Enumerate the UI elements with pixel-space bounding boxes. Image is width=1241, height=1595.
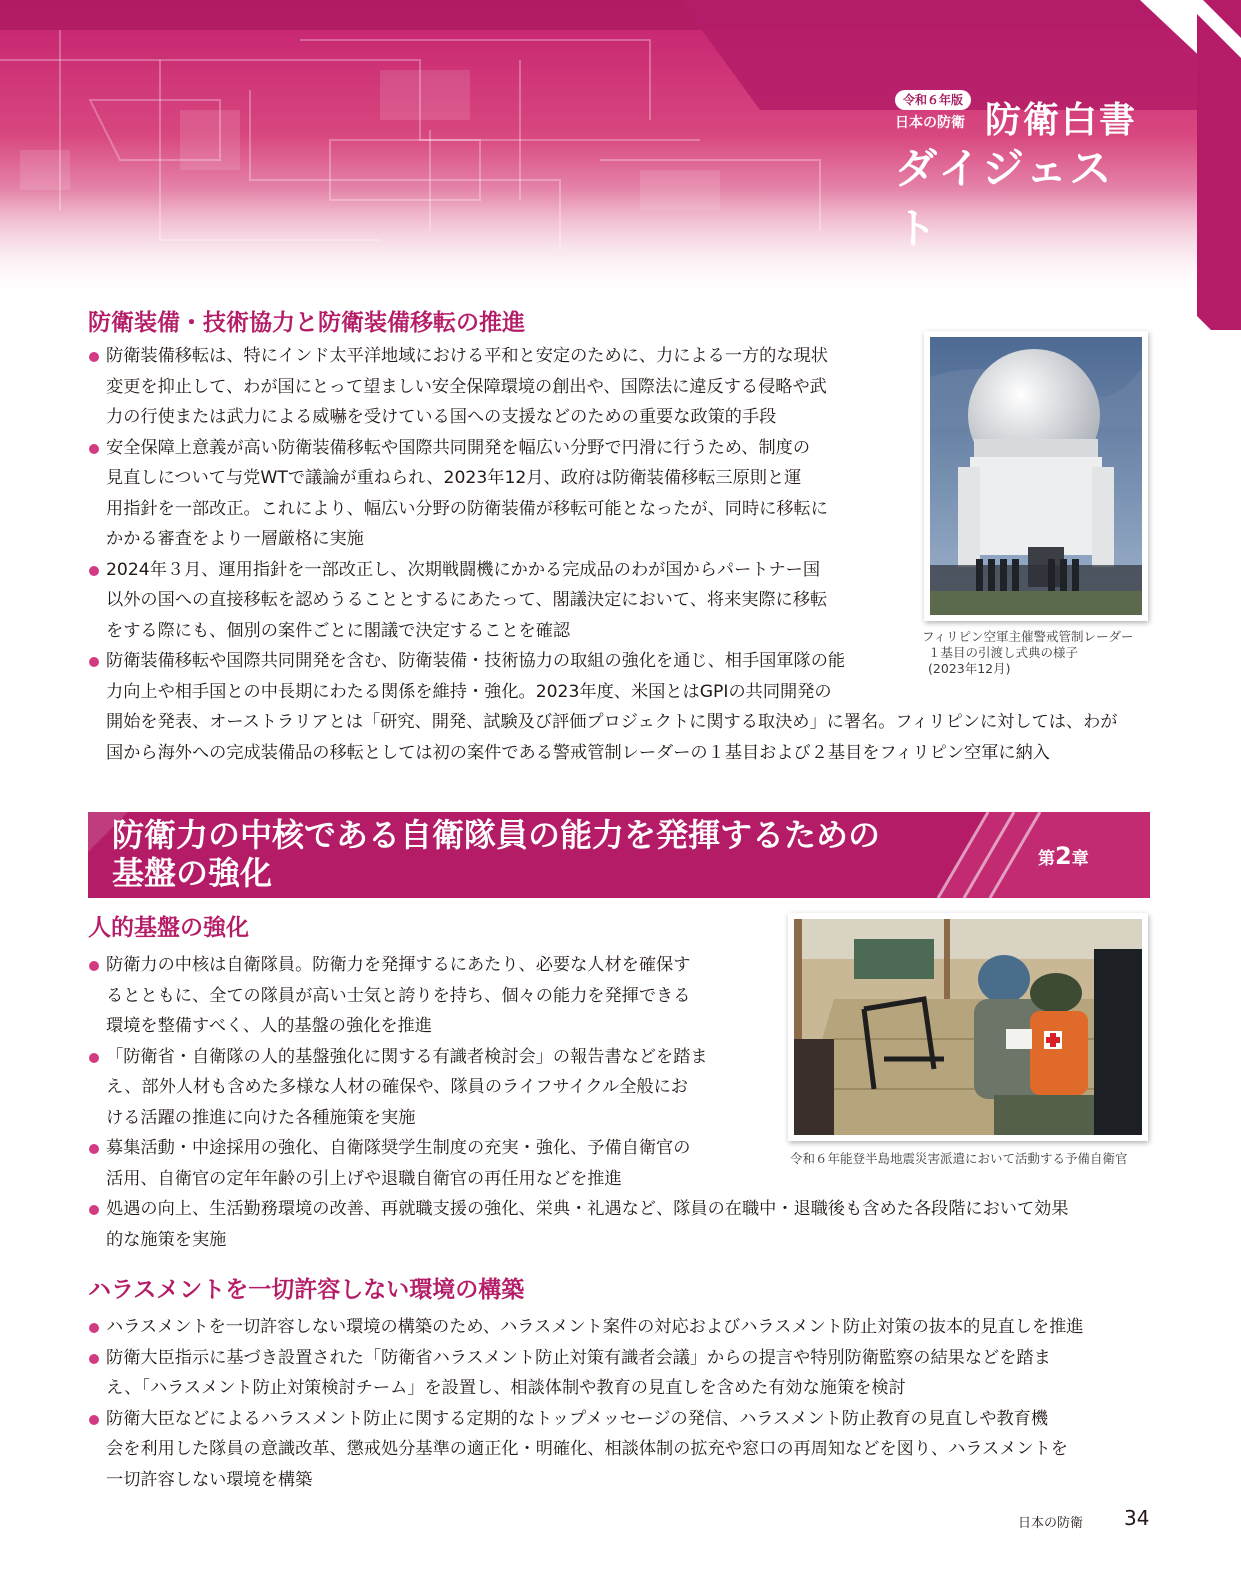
text-line: え、「ハラスメント防止対策検討チーム」を設置し、相談体制や教育の見直しを含めた有効な施策を検討	[106, 1378, 906, 1398]
text-line: 「防衛省・自衛隊の人的基盤強化に関する有識者検討会」の報告書などを踏ま	[106, 1046, 708, 1067]
list-item	[88, 1194, 1158, 1255]
text-line: 2024年３月、運用指針を一部改正し、次期戦闘機にかかる完成品のわが国からパートナー国	[106, 559, 821, 580]
chapter-title	[112, 816, 880, 892]
bullet-dot-icon	[89, 1053, 99, 1063]
page-header	[0, 0, 1241, 300]
text-line: 安全保障上意義が高い防衛装備移転や国際共同開発を幅広い分野で円滑に行うため、制度の	[106, 437, 811, 458]
caption-line: (2023年12月)	[928, 661, 1011, 676]
text-line: 一切許容しない環境を構築	[106, 1469, 313, 1490]
text-line: 会を利用した隊員の意識改革、懲戒処分基準の適正化・明確化、相談体制の拡充や窓口の再周知などを図り、ハラスメントを	[106, 1439, 1068, 1459]
bullet-dot-icon	[89, 566, 99, 576]
radar-photo-caption	[922, 629, 1134, 677]
white-paper-logo: 防衛白書	[985, 99, 1138, 141]
text-line: 力の行使または武力による威嚇を受けている国への支援などのための重要な政策的手段	[106, 407, 777, 427]
text-line: 防衛力の中核は自衛隊員。防衛力を発揮するにあたり、必要な人材を確保す	[106, 955, 691, 975]
page-number: 34	[1124, 1506, 1150, 1530]
caption-line: フィリピン空軍主催警戒管制レーダー	[922, 629, 1134, 644]
bullet-dot-icon	[89, 1415, 99, 1425]
chapter-title-line: 基盤の強化	[112, 854, 273, 892]
bullet-dot-icon	[89, 961, 99, 971]
text-line: 変更を抑止して、わが国にとって望ましい安全保障環境の創出や、国際法に違反する侵略や武	[106, 376, 827, 397]
text-line: かかる審査をより一層厳格に実施	[106, 529, 364, 549]
chapter-prefix: 第	[1038, 849, 1055, 869]
chapter-title-line: 防衛力の中核である自衛隊員の能力を発揮するための	[112, 816, 881, 854]
text-line: 防衛大臣などによるハラスメント防止に関する定期的なトップメッセージの発信、ハラスメント防止教育の見直しや教育機	[106, 1408, 1049, 1429]
harassment-bullet-list	[88, 1312, 1158, 1495]
bullet-dot-icon	[89, 352, 99, 362]
text-line: 開始を発表、オーストラリアとは「研究、開発、試験及び評価プロジェクトに関する取決め」に署名。フィリピンに対しては、わが	[106, 712, 1118, 732]
section-heading-harassment: ハラスメントを一切許容しない環境の構築	[88, 1277, 525, 1303]
side-tab	[1197, 0, 1241, 330]
list-item	[88, 1343, 1158, 1404]
disaster-relief-image	[794, 919, 1142, 1135]
list-item	[88, 1312, 1158, 1343]
text-line: 防衛装備移転や国際共同開発を含む、防衛装備・技術協力の取組の強化を通じ、相手国軍隊の能	[106, 651, 846, 671]
section-heading-equipment: 防衛装備・技術協力と防衛装備移転の推進	[88, 310, 525, 336]
chapter-banner	[88, 812, 1150, 898]
chapter-suffix: 章	[1071, 849, 1089, 869]
text-line: るとともに、全ての隊員が高い士気と誇りを持ち、個々の能力を発揮できる	[106, 985, 691, 1006]
footer-label: 日本の防衛	[1018, 1516, 1084, 1531]
bullet-dot-icon	[89, 657, 99, 667]
text-line: 活用、自衛官の定年年齢の引上げや退職自衛官の再任用などを推進	[106, 1168, 622, 1189]
chapter-number-label	[1038, 842, 1089, 870]
text-line: ける活躍の推進に向けた各種施策を実施	[106, 1107, 416, 1128]
text-line: をする際にも、個別の案件ごとに閣議で決定することを確認	[106, 620, 571, 641]
text-line: 環境を整備すべく、人的基盤の強化を推進	[106, 1016, 432, 1036]
publication-subtitle: 日本の防衛	[895, 115, 965, 131]
radar-dome-image	[930, 337, 1142, 615]
caption-line: １基目の引渡し式典の様子	[928, 645, 1079, 660]
list-item	[88, 1404, 1158, 1496]
edition-label: 令和６年版	[895, 90, 971, 110]
reserve-personnel-photo	[788, 913, 1148, 1141]
reserve-photo-caption: 令和６年能登半島地震災害派遣において活動する予備自衛官	[790, 1151, 1128, 1166]
text-line: 防衛大臣指示に基づき設置された「防衛省ハラスメント防止対策有識者会議」からの提言や特別防衛監察の結果などを踏ま	[106, 1347, 1051, 1368]
text-line: 募集活動・中途採用の強化、自衛隊奨学生制度の充実・強化、予備自衛官の	[106, 1138, 691, 1158]
text-line: 的な施策を実施	[106, 1229, 227, 1250]
text-line: 見直しについて与党WTで議論が重ねられ、2023年12月、政府は防衛装備移転三原則と運	[106, 468, 802, 488]
text-line: 力向上や相手国との中長期にわたる関係を維持・強化。2023年度、米国とはGPIの共同開発の	[106, 681, 832, 702]
text-line: 用指針を一部改正。これにより、幅広い分野の防衛装備が移転可能となったが、同時に移転に	[106, 498, 828, 519]
bullet-dot-icon	[89, 444, 99, 454]
text-line: え、部外人材も含めた多様な人材の確保や、隊員のライフサイクル全般にお	[106, 1077, 688, 1097]
chapter-number: 2	[1055, 842, 1072, 870]
text-line: 国から海外への完成装備品の移転としては初の案件である警戒管制レーダーの１基目および２基目をフィリピン空軍に納入	[106, 742, 1050, 763]
text-line: 防衛装備移転は、特にインド太平洋地域における平和と安定のために、力による一方的な現状	[106, 346, 828, 366]
text-line: ハラスメントを一切許容しない環境の構築のため、ハラスメント案件の対応およびハラスメント防止対策の抜本的見直しを推進	[106, 1317, 1084, 1337]
digest-title: ダイジェスト	[895, 144, 1114, 253]
text-line: 以外の国への直接移転を認めうることとするにあたって、閣議決定において、将来実際に移転	[106, 590, 828, 610]
publication-badge	[895, 88, 1145, 253]
bullet-dot-icon	[89, 1354, 99, 1364]
section-heading-human-resources: 人的基盤の強化	[88, 915, 249, 941]
bullet-dot-icon	[89, 1144, 99, 1154]
bullet-dot-icon	[89, 1323, 99, 1333]
bullet-dot-icon	[89, 1205, 99, 1215]
text-line: 処遇の向上、生活勤務環境の改善、再就職支援の強化、栄典・礼遇など、隊員の在職中・退職後も含めた各段階において効果	[106, 1199, 1069, 1219]
radar-photo	[924, 331, 1148, 621]
